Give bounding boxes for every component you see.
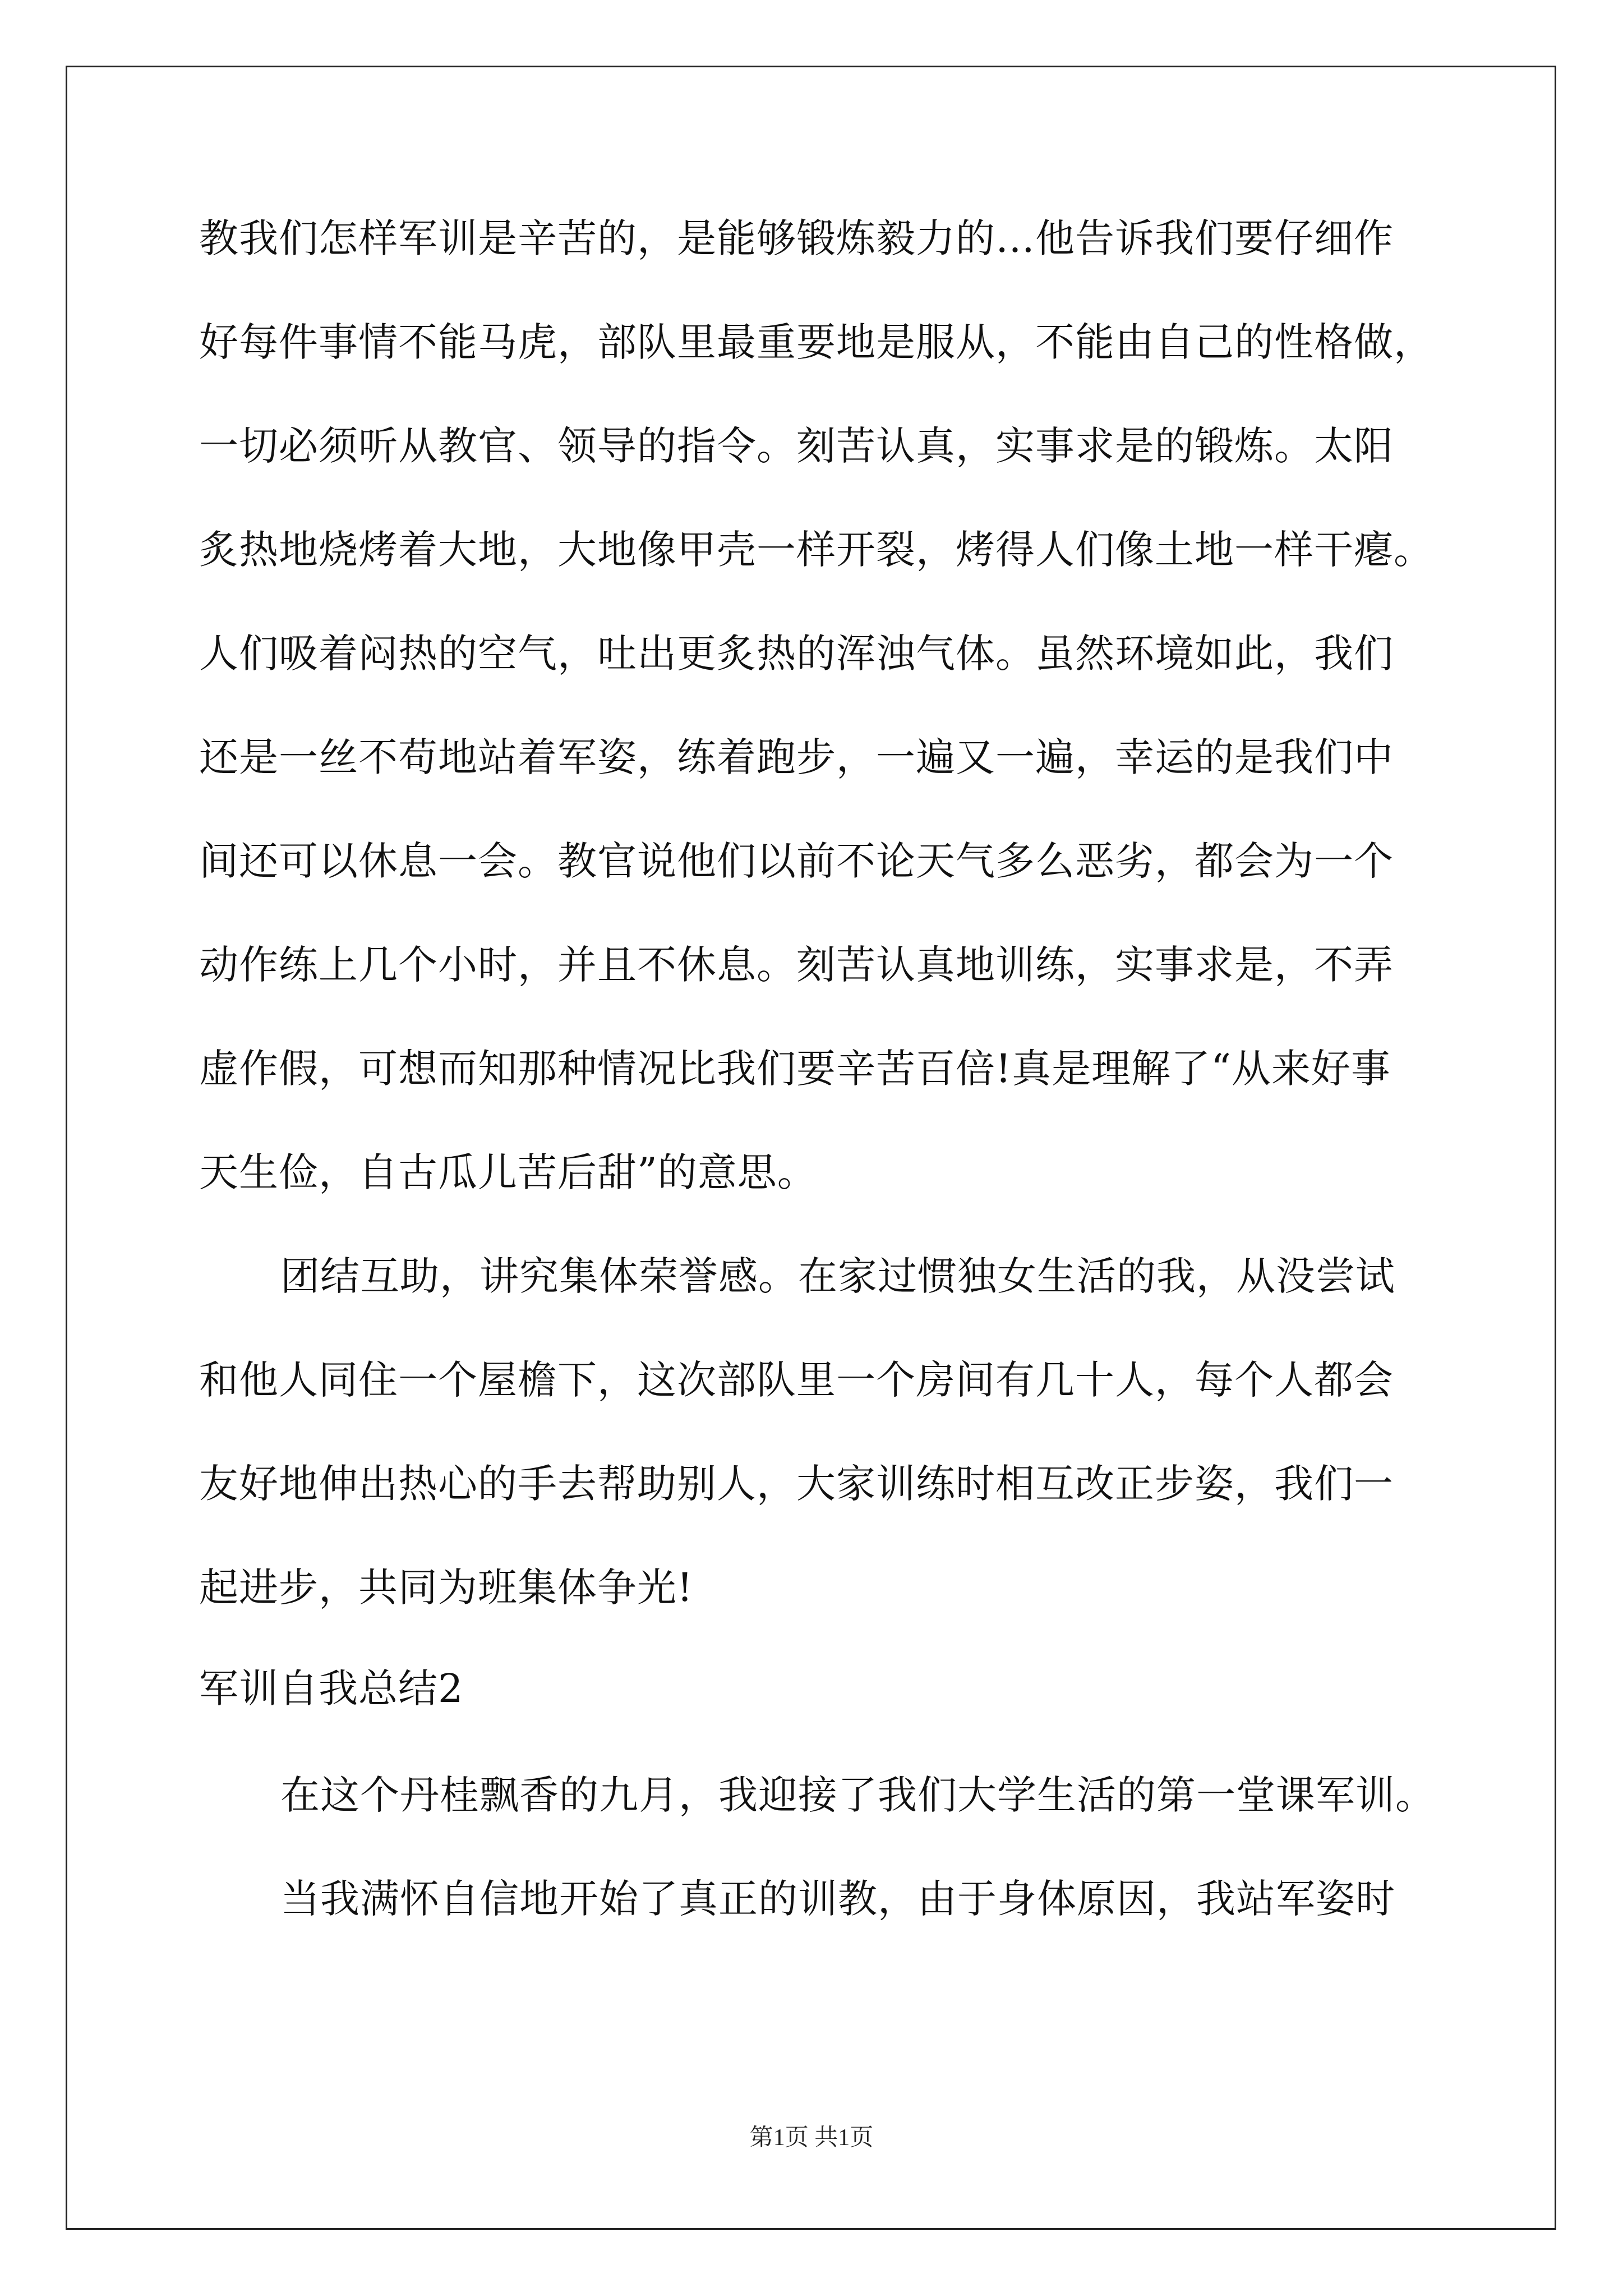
body-line: 起进步，共同为班集体争光! <box>199 1565 694 1611</box>
body-line: 友好地伸出热心的手去帮助别人，大家训练时相互改正步姿，我们一 <box>199 1461 1394 1507</box>
body-line: 还是一丝不苟地站着军姿，练着跑步，一遍又一遍，幸运的是我们中 <box>199 734 1394 780</box>
body-line: 在这个丹桂飘香的九月，我迎接了我们大学生活的第一堂课军训。 <box>280 1772 1435 1818</box>
body-line: 教我们怎样军训是辛苦的，是能够锻炼毅力的…他告诉我们要仔细作 <box>199 215 1394 261</box>
body-line: 动作练上几个小时，并且不休息。刻苦认真地训练，实事求是，不弄 <box>199 942 1394 988</box>
body-line: 间还可以休息一会。教官说他们以前不论天气多么恶劣，都会为一个 <box>199 838 1394 884</box>
page-footer: 第1页 共1页 <box>749 2125 874 2151</box>
section-heading: 军训自我总结2 <box>199 1665 464 1711</box>
body-line: 当我满怀自信地开始了真正的训教，由于身体原因，我站军姿时 <box>280 1876 1395 1922</box>
body-line: 炙热地烧烤着大地，大地像甲壳一样开裂，烤得人们像土地一样干瘪。 <box>199 527 1433 573</box>
body-line: 虚作假，可想而知那种情况比我们要辛苦百倍!真是理解了“从来好事 <box>199 1046 1391 1092</box>
body-line: 和他人同住一个屋檐下，这次部队里一个房间有几十人，每个人都会 <box>199 1357 1394 1403</box>
body-line: 好每件事情不能马虎，部队里最重要地是服从，不能由自己的性格做， <box>199 319 1433 365</box>
body-line: 一切必须听从教官、领导的指令。刻苦认真，实事求是的锻炼。太阳 <box>199 423 1394 469</box>
body-line: 人们吸着闷热的空气，吐出更炙热的浑浊气体。虽然环境如此，我们 <box>199 631 1394 677</box>
body-line: 天生俭，自古瓜儿苦后甜”的意思。 <box>199 1149 817 1195</box>
body-line: 团结互助，讲究集体荣誉感。在家过惯独女生活的我，从没尝试 <box>280 1253 1395 1299</box>
